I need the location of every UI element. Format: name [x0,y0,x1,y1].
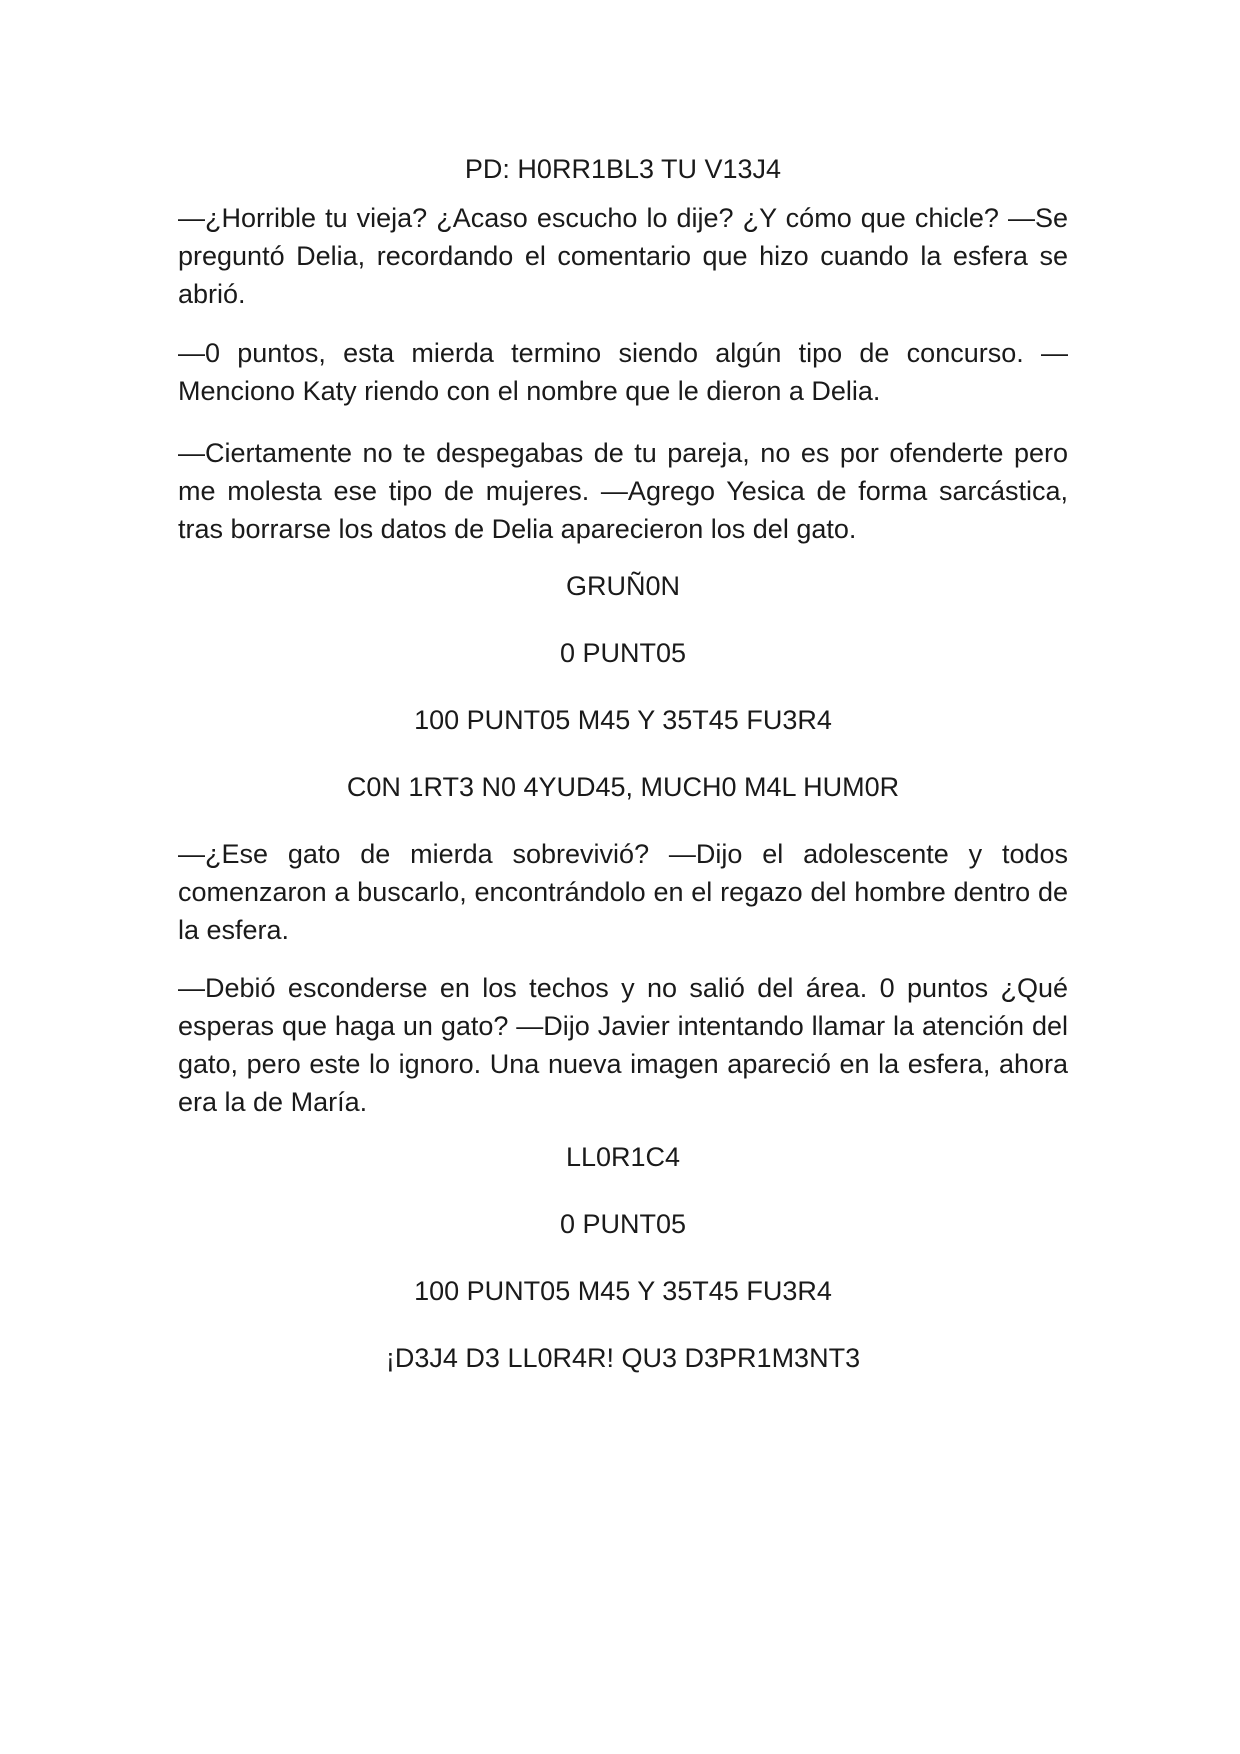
card2-note: 100 PUNT05 M45 Y 35T45 FU3R4 [414,1276,832,1306]
card2-comment: ¡D3J4 D3 LL0R4R! QU3 D3PR1M3NT3 [385,1343,861,1373]
card1-name: GRUÑ0N [565,571,680,601]
card2-name: LL0R1C4 [565,1142,681,1172]
paragraph-3: —Ciertamente no te despegabas de tu pareja, no es por ofenderte pero me molesta ese tipo de mujeres. —Agrego Yesica de forma sarcástica, tras borrarse los datos de Delia aparecieron los del gato. [178,438,1068,544]
card1-note: 100 PUNT05 M45 Y 35T45 FU3R4 [414,705,832,735]
paragraph-5: —Debió esconderse en los techos y no salió del área. 0 puntos ¿Qué esperas que haga un gato? —Dijo Javier intentando llamar la atención del gato, pero este lo ignoro. Una nueva imagen apareció en la esfera, ahora era la de María. [178,973,1068,1117]
card1-points: 0 PUNT05 [559,638,687,668]
headline: PD: H0RR1BL3 TU V13J4 [464,154,782,184]
card2-points: 0 PUNT05 [559,1209,687,1239]
card1-comment: C0N 1RT3 N0 4YUD45, MUCH0 M4L HUM0R [346,772,900,802]
paragraph-2: —0 puntos, esta mierda termino siendo algún tipo de concurso. —Menciono Katy riendo con el nombre que le dieron a Delia. [178,338,1068,406]
paragraph-4: —¿Ese gato de mierda sobrevivió? —Dijo el adolescente y todos comenzaron a buscarlo, encontrándolo en el regazo del hombre dentro de la esfera. [178,839,1068,945]
paragraph-1: —¿Horrible tu vieja? ¿Acaso escucho lo dije? ¿Y cómo que chicle? —Se preguntó Delia, recordando el comentario que hizo cuando la esfera se abrió. [178,203,1068,309]
